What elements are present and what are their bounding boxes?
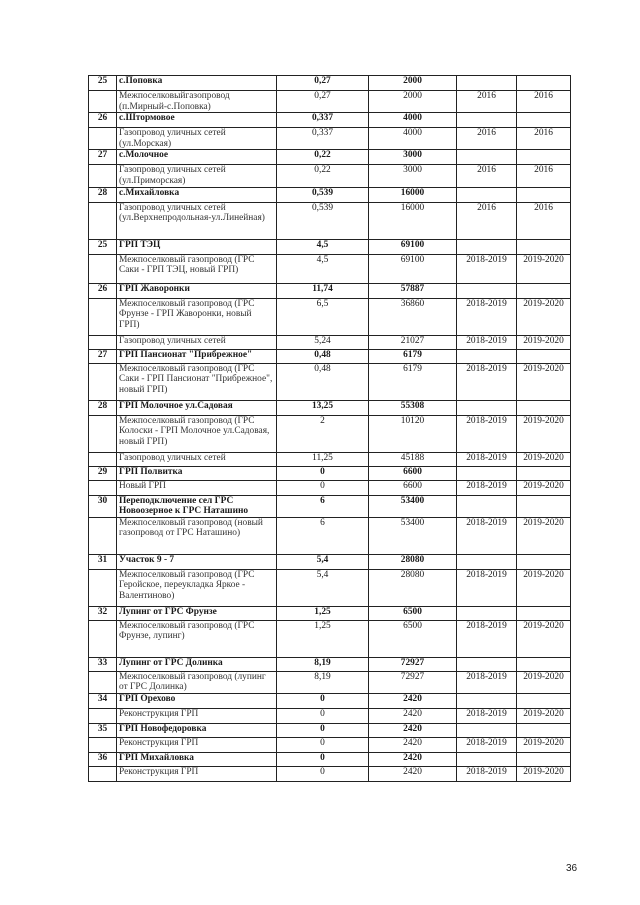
row-length-km: 1,25: [277, 606, 369, 620]
row-cost: 4000: [369, 128, 457, 150]
row-name: ГРП ТЭЦ: [117, 239, 277, 254]
row-length-km: 0,22: [277, 150, 369, 165]
table-row: [89, 91, 571, 113]
row-start-years: 2016: [457, 128, 517, 150]
row-start-years: 2016: [457, 91, 517, 113]
row-number: 28: [89, 400, 117, 415]
row-end-years: 2019-2020: [517, 708, 571, 723]
row-start-years: [457, 657, 517, 671]
row-number: 36: [89, 752, 117, 766]
row-length-km: 0: [277, 737, 369, 752]
row-start-years: 2018-2019: [457, 737, 517, 752]
row-end-years: [517, 349, 571, 363]
row-start-years: [457, 693, 517, 708]
row-cost: 6179: [369, 349, 457, 363]
row-end-years: 2019-2020: [517, 452, 571, 466]
table-section-row: [89, 400, 571, 415]
row-name: Реконструкция ГРП: [117, 766, 277, 781]
row-end-years: [517, 400, 571, 415]
row-number: 27: [89, 150, 117, 165]
table-row: [89, 737, 571, 752]
row-name: Межпоселковыйгазопровод (п.Мирный-с.Поповка): [117, 91, 277, 113]
row-end-years: 2016: [517, 91, 571, 113]
row-number: [89, 708, 117, 723]
row-cost: 69100: [369, 239, 457, 254]
row-cost: 2420: [369, 708, 457, 723]
row-end-years: 2019-2020: [517, 766, 571, 781]
row-end-years: 2019-2020: [517, 480, 571, 495]
row-length-km: 6,5: [277, 298, 369, 335]
row-cost: 72927: [369, 657, 457, 671]
table-row: [89, 254, 571, 283]
row-name: с.Молочное: [117, 150, 277, 165]
table-row: [89, 415, 571, 452]
row-length-km: 11,25: [277, 452, 369, 466]
table-row: [89, 569, 571, 606]
row-length-km: 0,48: [277, 363, 369, 400]
row-name: Газопровод уличных сетей: [117, 335, 277, 349]
table-row: [89, 708, 571, 723]
row-end-years: 2019-2020: [517, 569, 571, 606]
row-start-years: 2018-2019: [457, 335, 517, 349]
row-cost: 21027: [369, 335, 457, 349]
row-end-years: 2019-2020: [517, 737, 571, 752]
row-name: Газопровод уличных сетей: [117, 452, 277, 466]
row-number: [89, 671, 117, 693]
row-start-years: 2018-2019: [457, 363, 517, 400]
row-number: 29: [89, 466, 117, 480]
row-start-years: [457, 349, 517, 363]
row-length-km: 0: [277, 708, 369, 723]
row-name: Новый ГРП: [117, 480, 277, 495]
row-cost: 53400: [369, 517, 457, 554]
row-name: Межпоселковый газопровод (ГРС Фрунзе, лупинг): [117, 620, 277, 657]
row-cost: 36860: [369, 298, 457, 335]
row-length-km: 5,4: [277, 569, 369, 606]
row-start-years: 2018-2019: [457, 517, 517, 554]
row-cost: 2420: [369, 693, 457, 708]
row-length-km: 6: [277, 495, 369, 517]
row-cost: 28080: [369, 554, 457, 569]
row-length-km: 0: [277, 752, 369, 766]
row-cost: 6500: [369, 606, 457, 620]
row-start-years: [457, 752, 517, 766]
row-name: ГРП Новофедоровка: [117, 723, 277, 737]
row-name: ГРП Михайловка: [117, 752, 277, 766]
row-start-years: 2018-2019: [457, 620, 517, 657]
row-cost: 3000: [369, 165, 457, 187]
table-section-row: [89, 606, 571, 620]
row-cost: 53400: [369, 495, 457, 517]
table-section-row: [89, 693, 571, 708]
row-end-years: [517, 554, 571, 569]
row-number: [89, 165, 117, 187]
row-name: Реконструкция ГРП: [117, 737, 277, 752]
row-name: ГРП Полвитка: [117, 466, 277, 480]
row-name: Межпоселковый газопровод (ГРС Саки - ГРП ТЭЦ, новый ГРП): [117, 254, 277, 283]
table-section-row: [89, 752, 571, 766]
row-length-km: 0: [277, 693, 369, 708]
row-number: [89, 569, 117, 606]
row-length-km: 11,74: [277, 283, 369, 298]
row-cost: 6500: [369, 620, 457, 657]
table-row: [89, 480, 571, 495]
row-start-years: [457, 76, 517, 91]
row-start-years: [457, 495, 517, 517]
row-start-years: 2018-2019: [457, 480, 517, 495]
row-end-years: 2016: [517, 128, 571, 150]
table-section-row: [89, 466, 571, 480]
row-name: Лупинг от ГРС Долинка: [117, 657, 277, 671]
row-end-years: 2019-2020: [517, 620, 571, 657]
row-cost: 57887: [369, 283, 457, 298]
row-start-years: [457, 400, 517, 415]
row-length-km: 0,48: [277, 349, 369, 363]
table-section-row: [89, 349, 571, 363]
row-start-years: [457, 187, 517, 202]
row-name: Межпоселковый газопровод (лупинг от ГРС Долинка): [117, 671, 277, 693]
row-number: [89, 254, 117, 283]
row-cost: 2420: [369, 766, 457, 781]
row-cost: 4000: [369, 113, 457, 128]
row-end-years: 2019-2020: [517, 254, 571, 283]
row-end-years: [517, 466, 571, 480]
table-section-row: [89, 113, 571, 128]
row-name: Межпоселковый газопровод (ГРС Фрунзе - ГРП Жаворонки, новый ГРП): [117, 298, 277, 335]
row-length-km: 0,539: [277, 202, 369, 239]
row-cost: 2420: [369, 752, 457, 766]
row-number: [89, 415, 117, 452]
row-number: [89, 737, 117, 752]
row-end-years: 2019-2020: [517, 298, 571, 335]
table-row: [89, 766, 571, 781]
row-length-km: 0,27: [277, 76, 369, 91]
row-length-km: 1,25: [277, 620, 369, 657]
row-start-years: [457, 606, 517, 620]
row-end-years: [517, 283, 571, 298]
table-section-row: [89, 495, 571, 517]
row-start-years: [457, 150, 517, 165]
page-number: 36: [566, 863, 578, 874]
row-number: 28: [89, 187, 117, 202]
row-start-years: [457, 283, 517, 298]
row-length-km: 5,24: [277, 335, 369, 349]
row-name: Реконструкция ГРП: [117, 708, 277, 723]
row-length-km: 0: [277, 466, 369, 480]
row-start-years: 2018-2019: [457, 298, 517, 335]
row-cost: 16000: [369, 187, 457, 202]
row-start-years: 2018-2019: [457, 254, 517, 283]
row-length-km: 8,19: [277, 671, 369, 693]
row-number: 35: [89, 723, 117, 737]
row-length-km: 8,19: [277, 657, 369, 671]
row-length-km: 0,27: [277, 91, 369, 113]
row-name: Лупинг от ГРС Фрунзе: [117, 606, 277, 620]
row-name: Межпоселковый газопровод (ГРС Колоски - ГРП Молочное ул.Садовая, новый ГРП): [117, 415, 277, 452]
row-name: Межпоселковый газопровод (ГРС Геройское, переукладка Яркое - Валентиново): [117, 569, 277, 606]
row-end-years: 2019-2020: [517, 363, 571, 400]
row-number: 32: [89, 606, 117, 620]
row-name: Газопровод уличных сетей (ул.Морская): [117, 128, 277, 150]
table-row: [89, 363, 571, 400]
row-name: ГРП Орехово: [117, 693, 277, 708]
row-start-years: [457, 723, 517, 737]
row-number: 25: [89, 239, 117, 254]
row-start-years: 2018-2019: [457, 766, 517, 781]
row-end-years: 2016: [517, 165, 571, 187]
row-start-years: 2018-2019: [457, 415, 517, 452]
row-cost: 72927: [369, 671, 457, 693]
row-length-km: 0: [277, 766, 369, 781]
row-length-km: 0,22: [277, 165, 369, 187]
row-end-years: [517, 150, 571, 165]
row-end-years: [517, 723, 571, 737]
row-length-km: 2: [277, 415, 369, 452]
row-number: [89, 91, 117, 113]
table-body: [89, 76, 571, 782]
row-number: [89, 480, 117, 495]
row-end-years: 2019-2020: [517, 671, 571, 693]
table-section-row: [89, 723, 571, 737]
row-cost: 2000: [369, 91, 457, 113]
table-row: [89, 517, 571, 554]
row-end-years: [517, 693, 571, 708]
row-end-years: [517, 239, 571, 254]
table-section-row: [89, 657, 571, 671]
row-number: [89, 452, 117, 466]
row-cost: 2000: [369, 76, 457, 91]
row-name: с.Поповка: [117, 76, 277, 91]
row-end-years: [517, 752, 571, 766]
row-start-years: [457, 554, 517, 569]
row-start-years: 2018-2019: [457, 671, 517, 693]
row-start-years: 2018-2019: [457, 708, 517, 723]
row-cost: 6600: [369, 466, 457, 480]
row-number: [89, 298, 117, 335]
row-length-km: 4,5: [277, 239, 369, 254]
row-cost: 10120: [369, 415, 457, 452]
row-number: 33: [89, 657, 117, 671]
row-length-km: 4,5: [277, 254, 369, 283]
row-number: 26: [89, 283, 117, 298]
row-start-years: 2018-2019: [457, 452, 517, 466]
table-row: [89, 298, 571, 335]
row-end-years: [517, 606, 571, 620]
row-name: с.Штормовое: [117, 113, 277, 128]
row-number: [89, 620, 117, 657]
row-name: Газопровод уличных сетей (ул.Приморская): [117, 165, 277, 187]
row-name: ГРП Пансионат "Прибрежное": [117, 349, 277, 363]
row-end-years: [517, 495, 571, 517]
table-row: [89, 335, 571, 349]
table-section-row: [89, 554, 571, 569]
row-name: Переподключение сел ГРС Новоозерное к ГРС Наташино: [117, 495, 277, 517]
row-cost: 2420: [369, 723, 457, 737]
row-cost: 6600: [369, 480, 457, 495]
table-row: [89, 671, 571, 693]
row-length-km: 5,4: [277, 554, 369, 569]
row-name: ГРП Молочное ул.Садовая: [117, 400, 277, 415]
row-end-years: 2019-2020: [517, 415, 571, 452]
gas-pipeline-table: [88, 75, 571, 782]
table-section-row: [89, 239, 571, 254]
table-section-row: [89, 187, 571, 202]
row-start-years: 2016: [457, 202, 517, 239]
table-row: [89, 452, 571, 466]
row-end-years: [517, 113, 571, 128]
row-end-years: 2016: [517, 202, 571, 239]
row-number: [89, 202, 117, 239]
row-cost: 55308: [369, 400, 457, 415]
row-length-km: 0,337: [277, 113, 369, 128]
table-section-row: [89, 76, 571, 91]
row-end-years: [517, 657, 571, 671]
row-length-km: 13,25: [277, 400, 369, 415]
row-length-km: 6: [277, 517, 369, 554]
row-cost: 3000: [369, 150, 457, 165]
row-number: 27: [89, 349, 117, 363]
row-start-years: 2016: [457, 165, 517, 187]
row-start-years: [457, 113, 517, 128]
row-number: 26: [89, 113, 117, 128]
row-cost: 69100: [369, 254, 457, 283]
table-row: [89, 128, 571, 150]
row-name: Межпоселковый газопровод (ГРС Саки - ГРП Пансионат "Прибрежное", новый ГРП): [117, 363, 277, 400]
row-number: 30: [89, 495, 117, 517]
row-length-km: 0: [277, 723, 369, 737]
row-cost: 16000: [369, 202, 457, 239]
row-name: Участок 9 - 7: [117, 554, 277, 569]
row-length-km: 0,337: [277, 128, 369, 150]
row-cost: 6179: [369, 363, 457, 400]
row-number: [89, 766, 117, 781]
row-cost: 45188: [369, 452, 457, 466]
row-number: [89, 517, 117, 554]
table-section-row: [89, 150, 571, 165]
row-length-km: 0,539: [277, 187, 369, 202]
row-number: [89, 363, 117, 400]
row-end-years: [517, 187, 571, 202]
table-section-row: [89, 283, 571, 298]
row-number: 31: [89, 554, 117, 569]
row-name: с.Михайловка: [117, 187, 277, 202]
row-name: Газопровод уличных сетей (ул.Верхнепродольная-ул.Линейная): [117, 202, 277, 239]
row-length-km: 0: [277, 480, 369, 495]
row-cost: 28080: [369, 569, 457, 606]
row-number: [89, 128, 117, 150]
row-end-years: [517, 76, 571, 91]
row-start-years: 2018-2019: [457, 569, 517, 606]
table-row: [89, 165, 571, 187]
table-row: [89, 202, 571, 239]
row-name: Межпоселковый газопровод (новый газопровод от ГРС Наташино): [117, 517, 277, 554]
row-number: 34: [89, 693, 117, 708]
table-row: [89, 620, 571, 657]
row-name: ГРП Жаворонки: [117, 283, 277, 298]
row-cost: 2420: [369, 737, 457, 752]
row-end-years: 2019-2020: [517, 517, 571, 554]
row-end-years: 2019-2020: [517, 335, 571, 349]
row-number: 25: [89, 76, 117, 91]
row-number: [89, 335, 117, 349]
row-start-years: [457, 239, 517, 254]
row-start-years: [457, 466, 517, 480]
